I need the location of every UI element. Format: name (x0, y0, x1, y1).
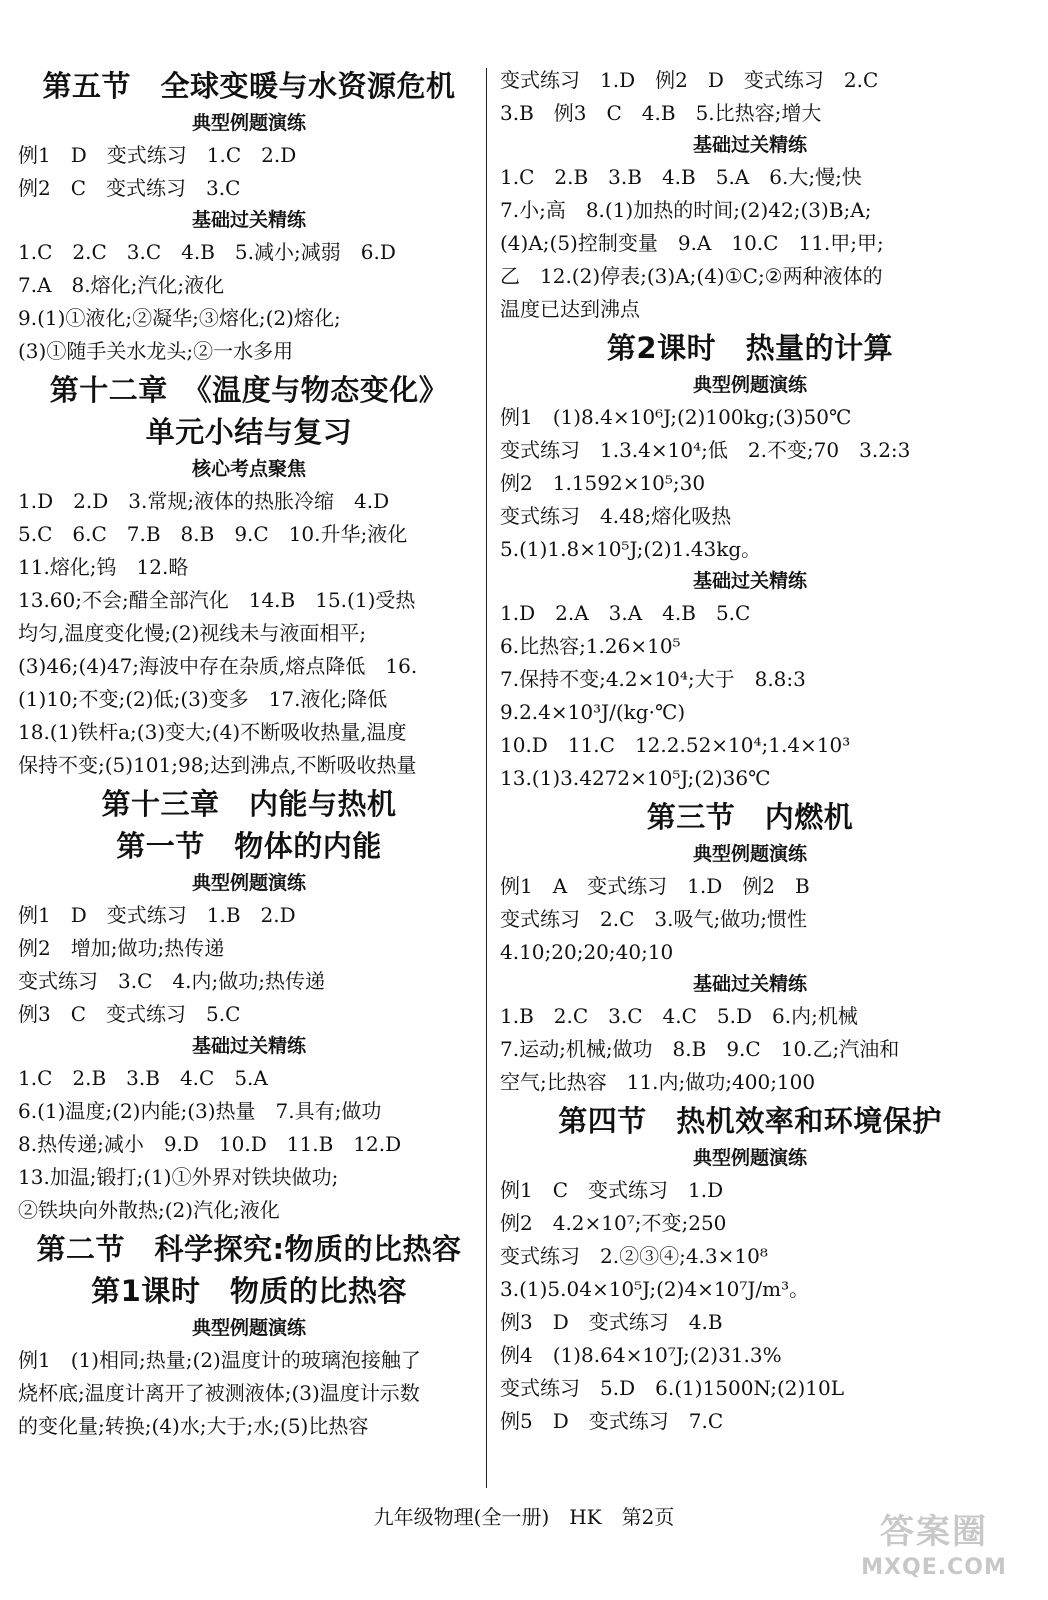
answer-line: 变式练习 3.C 4.内;做功;热传递 (18, 969, 325, 993)
subsection-heading: 基础过关精练 (692, 570, 807, 592)
answer-line: 18.(1)铁杆a;(3)变大;(4)不断吸收热量,温度 (18, 720, 407, 744)
answer-line: 变式练习 4.48;熔化吸热 (500, 504, 732, 528)
answer-line: 6.比热容;1.26×10⁵ (500, 634, 681, 658)
answer-line: 温度已达到沸点 (500, 297, 640, 321)
answer-line: 13.60;不会;醋全部汽化 14.B 15.(1)受热 (18, 588, 416, 612)
section-heading: 第十二章 《温度与物态变化》 (49, 373, 449, 407)
answer-line: 1.D 2.D 3.常规;液体的热胀冷缩 4.D (18, 489, 390, 513)
subsection-heading: 典型例题演练 (191, 112, 306, 134)
answer-line: 例2 C 变式练习 3.C (18, 176, 241, 200)
answer-line: 例3 D 变式练习 4.B (500, 1310, 723, 1334)
answer-line: 变式练习 2.②③④;4.3×10⁸ (500, 1244, 768, 1268)
answer-line: 10.D 11.C 12.2.52×10⁴;1.4×10³ (500, 733, 851, 757)
subsection-heading: 典型例题演练 (692, 374, 807, 396)
subsection-heading: 核心考点聚焦 (191, 458, 306, 480)
section-heading: 第五节 全球变暖与水资源危机 (42, 69, 456, 103)
answer-line: 8.热传递;减小 9.D 10.D 11.B 12.D (18, 1132, 402, 1156)
answer-line: 13.加温;锻打;(1)①外界对铁块做功; (18, 1165, 339, 1189)
watermark-text: 答案圈 (880, 1512, 988, 1552)
section-heading: 第一节 物体的内能 (116, 829, 382, 863)
subsection-heading: 基础过关精练 (692, 134, 807, 156)
answer-line: 例1 A 变式练习 1.D 例2 B (500, 874, 810, 898)
answer-line: (1)10;不变;(2)低;(3)变多 17.液化;降低 (18, 687, 388, 711)
subsection-heading: 基础过关精练 (191, 1035, 306, 1057)
subsection-heading: 典型例题演练 (692, 843, 807, 865)
column-divider (486, 68, 487, 1488)
section-heading: 第二节 科学探究:物质的比热容 (36, 1232, 462, 1266)
section-heading: 第三节 内燃机 (646, 800, 854, 834)
answer-line: 变式练习 1.3.4×10⁴;低 2.不变;70 3.2:3 (500, 438, 911, 462)
answer-line: 变式练习 5.D 6.(1)1500N;(2)10L (500, 1376, 845, 1400)
answer-line: 9.2.4×10³J/(kg·℃) (500, 700, 686, 724)
subsection-heading: 基础过关精练 (692, 973, 807, 995)
answer-line: 保持不变;(5)101;98;达到沸点,不断吸收热量 (18, 753, 417, 777)
section-heading: 第十三章 内能与热机 (101, 787, 397, 821)
answer-line: 的变化量;转换;(4)水;大于;水;(5)比热容 (18, 1414, 369, 1438)
answer-line: 11.熔化;钨 12.略 (18, 555, 189, 579)
subsection-heading: 基础过关精练 (191, 209, 306, 231)
answer-line: 7.小;高 8.(1)加热的时间;(2)42;(3)B;A; (500, 198, 872, 222)
answer-line: 1.D 2.A 3.A 4.B 5.C (500, 601, 751, 625)
answer-line: 1.C 2.B 3.B 4.C 5.A (18, 1066, 268, 1090)
section-heading: 第四节 热机效率和环境保护 (558, 1104, 942, 1138)
answer-line: 烧杯底;温度计离开了被测液体;(3)温度计示数 (18, 1381, 420, 1405)
answer-line: 变式练习 2.C 3.吸气;做功;惯性 (500, 907, 807, 931)
section-heading: 单元小结与复习 (145, 415, 353, 449)
answer-line: 空气;比热容 11.内;做功;400;100 (500, 1070, 816, 1094)
answer-line: 变式练习 1.D 例2 D 变式练习 2.C (500, 68, 879, 92)
answer-line: 例2 4.2×10⁷;不变;250 (500, 1211, 727, 1235)
answer-line: 例1 (1)8.4×10⁶J;(2)100kg;(3)50℃ (500, 405, 852, 429)
subsection-heading: 典型例题演练 (191, 1317, 306, 1339)
answer-line: 4.10;20;20;40;10 (500, 940, 674, 964)
right-column (500, 64, 1000, 1438)
section-heading: 第2课时 热量的计算 (606, 331, 894, 365)
answer-line: (3)①随手关水龙头;②一水多用 (18, 339, 294, 363)
answer-line: 1.C 2.B 3.B 4.B 5.A 6.大;慢;快 (500, 165, 862, 189)
watermark-logo (834, 1510, 1034, 1590)
answer-line: 例4 (1)8.64×10⁷J;(2)31.3% (500, 1343, 782, 1367)
subsection-heading: 典型例题演练 (191, 872, 306, 894)
answer-line: 1.C 2.C 3.C 4.B 5.减小;减弱 6.D (18, 240, 396, 264)
subsection-heading: 典型例题演练 (692, 1147, 807, 1169)
answer-line: 6.(1)温度;(2)内能;(3)热量 7.具有;做功 (18, 1099, 382, 1123)
answer-line: 7.运动;机械;做功 8.B 9.C 10.乙;汽油和 (500, 1037, 900, 1061)
answer-line: 13.(1)3.4272×10⁵J;(2)36℃ (500, 766, 771, 790)
answer-line: 乙 12.(2)停表;(3)A;(4)①C;②两种液体的 (500, 264, 883, 288)
answer-line: 9.(1)①液化;②凝华;③熔化;(2)熔化; (18, 306, 341, 330)
answer-line: 1.B 2.C 3.C 4.C 5.D 6.内;机械 (500, 1004, 858, 1028)
answer-line: 5.C 6.C 7.B 8.B 9.C 10.升华;液化 (18, 522, 408, 546)
section-heading: 第1课时 物质的比热容 (91, 1274, 407, 1308)
answer-line: 7.保持不变;4.2×10⁴;大于 8.8:3 (500, 667, 806, 691)
answer-line: 5.(1)1.8×10⁵J;(2)1.43kg。 (500, 537, 762, 561)
answer-line: 例1 (1)相同;热量;(2)温度计的玻璃泡接触了 (18, 1348, 421, 1372)
answer-line: ②铁块向外散热;(2)汽化;液化 (18, 1198, 280, 1222)
answer-line: 均匀,温度变化慢;(2)视线未与液面相平; (18, 621, 367, 645)
answer-line: 7.A 8.熔化;汽化;液化 (18, 273, 225, 297)
left-column (18, 64, 480, 1443)
answer-line: 例2 增加;做功;热传递 (18, 936, 225, 960)
watermark-url: MXQE.COM (861, 1555, 1007, 1580)
answer-line: 例3 C 变式练习 5.C (18, 1002, 241, 1026)
answer-line: 例1 D 变式练习 1.C 2.D (18, 143, 297, 167)
answer-line: (3)46;(4)47;海波中存在杂质,熔点降低 16. (18, 654, 418, 678)
answer-line: 3.B 例3 C 4.B 5.比热容;增大 (500, 101, 822, 125)
answer-line: 例1 D 变式练习 1.B 2.D (18, 903, 296, 927)
answer-line: 例2 1.1592×10⁵;30 (500, 471, 706, 495)
answer-line: (4)A;(5)控制变量 9.A 10.C 11.甲;甲; (500, 231, 884, 255)
answer-line: 例1 C 变式练习 1.D (500, 1178, 724, 1202)
answer-line: 例5 D 变式练习 7.C (500, 1409, 724, 1433)
answer-line: 3.(1)5.04×10⁵J;(2)4×10⁷J/m³。 (500, 1277, 810, 1301)
page-footer: 九年级物理(全一册) HK 第2页 (373, 1505, 675, 1529)
